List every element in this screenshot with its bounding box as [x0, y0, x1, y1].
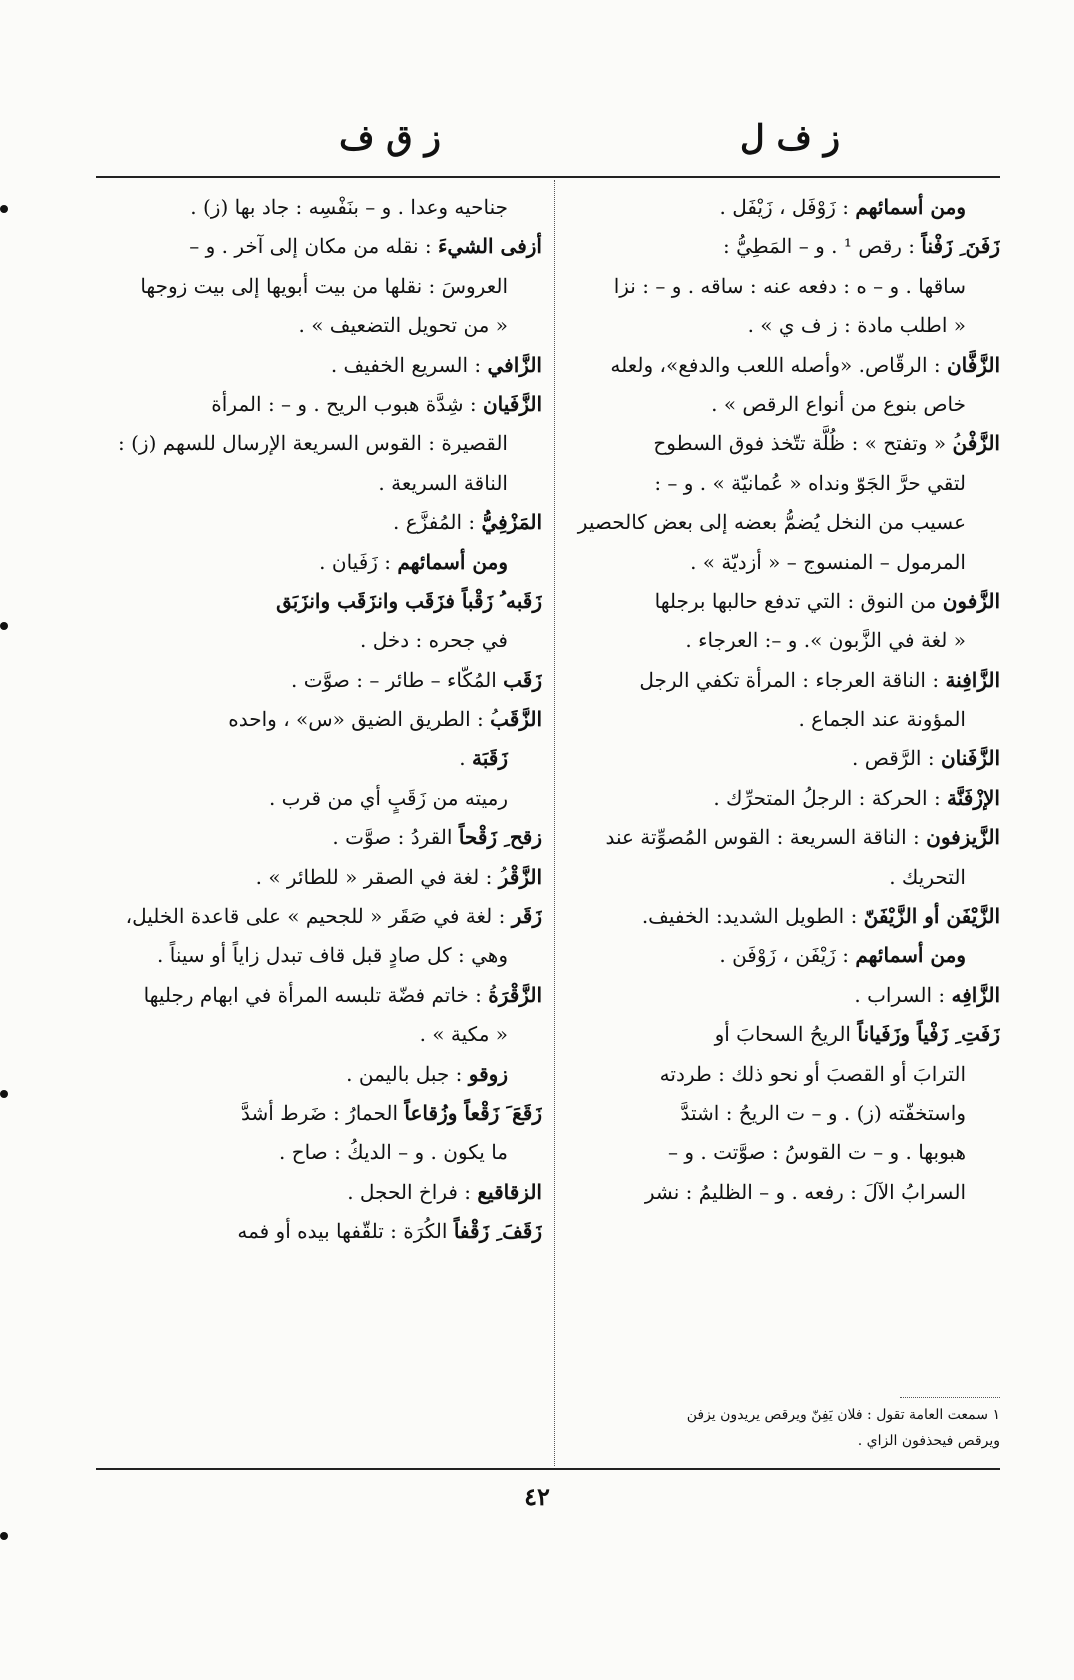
definition-text: لتقي حرَّ الجَوّ ونداه « عُمانيّة » . و – : [654, 470, 966, 495]
left-column [96, 188, 542, 1252]
right-column-line [568, 897, 1000, 936]
left-column-line [96, 1055, 542, 1094]
left-column-line [96, 346, 542, 385]
left-column-line [96, 621, 542, 660]
headword: الزَّفون [942, 588, 1000, 613]
right-column-line [568, 306, 1000, 345]
right-column-line [568, 267, 1000, 306]
header-rule [96, 176, 1000, 178]
definition-text: العروسَ : نقلها من بيت أبويها إلى بيت زوجها [140, 273, 508, 298]
left-column-line [96, 818, 542, 857]
headword: ومن أسمائهم [855, 943, 966, 968]
definition-text: : المُفزَّع . [393, 510, 482, 535]
headword: الزَّفَنان [940, 746, 1000, 771]
definition-text: : رقص ¹ . و – المَطِيُّ : [722, 234, 922, 259]
right-column-line [568, 779, 1000, 818]
definition-text: الناقة السريعة . [378, 470, 508, 495]
headword: زَفَتِ ِ زَفْياً وزَفَياناً [857, 1022, 1000, 1047]
definition-text: : فراخ الحجل . [347, 1179, 478, 1204]
definition-text: المؤونة عند الجماع . [798, 707, 966, 732]
left-column-line [96, 503, 542, 542]
headword: الزَّفْن [952, 431, 1000, 456]
right-column-line [568, 464, 1000, 503]
left-column-line [96, 267, 542, 306]
right-column-line [568, 543, 1000, 582]
right-column-line [568, 188, 1000, 227]
headword: الزَّيْفَن أو الزَّيْفَنّ [863, 904, 1000, 929]
definition-text: ما يكون . و – الديكُ : صاح . [279, 1140, 508, 1165]
headword: زَفَنَ ِ زَفْناً [921, 234, 1000, 259]
definition-text: : الرَّقص . [852, 746, 941, 771]
definition-text: ُ : خاتم فضّة تلبسه المرأة في ابهام رجليها [143, 982, 489, 1007]
scan-mark [0, 1090, 8, 1098]
headword: زَقَبه ُ زَقْباً فزَقَب وانزَقَب وانزَبَق [276, 588, 542, 613]
definition-text: : شِدَّة هبوب الريح . و – : المرأة [211, 391, 483, 416]
definition-text: القصيرة : القوس السريعة الإرسال للسهم (ز) : [118, 431, 508, 456]
right-column-line [568, 858, 1000, 897]
headword: الزَّقْرَة [488, 982, 542, 1007]
definition-text: : السريع الخفيف . [330, 352, 488, 377]
running-header-right: ز ف ل [739, 118, 841, 158]
definition-text: المُكّاء – طائر – : صوَّت . [291, 667, 504, 692]
definition-text: « اطلب مادة : ز ف ي » . [747, 313, 966, 338]
definition-text: : الطويل الشديد: الخفيف. [641, 904, 864, 929]
left-column-line [96, 1212, 542, 1251]
definition-text: : نقله من مكان إلى آخر . و – [189, 234, 439, 259]
definition-text: الحمارُ : ضَرط أشدَّ [241, 1100, 405, 1125]
footnote-line: ١ سمعت العامة تقول : فلان يَفِنّ ويرقص يريدون يزفن [686, 1407, 1000, 1423]
left-column-line [96, 976, 542, 1015]
headword: الزَّفَّان [946, 352, 1000, 377]
definition-text: ساقها . و – ه : دفعه عنه : ساقه . و – : نزا [613, 273, 966, 298]
page-number: ٤٢ [524, 1482, 550, 1511]
left-column-line [96, 582, 542, 621]
headword: زوقو [468, 1061, 508, 1086]
definition-text: : زَوْفَل ، زَيْفَل . [719, 195, 856, 219]
definition-text: السرابُ الآلَ : رفعه . و – الظليمُ : نشر [644, 1179, 966, 1204]
left-column-line [96, 227, 542, 266]
definition-text: واستخفّته (ز) . و – ت الريحُ : اشتدَّ [680, 1100, 966, 1125]
headword: زَقَفَ ِ زَقْفاً [453, 1219, 542, 1244]
right-column-line [568, 700, 1000, 739]
left-column-line [96, 779, 542, 818]
left-column-line [96, 1094, 542, 1133]
definition-text: الكُرَة : تلقّفها بيده أو فمه [237, 1219, 454, 1244]
definition-text: الريحُ السحابَ أو [714, 1022, 858, 1047]
left-column-line [96, 306, 542, 345]
headword: الزقاقيع [477, 1179, 542, 1204]
left-column-line [96, 543, 542, 582]
definition-text: : السراب . [854, 982, 952, 1007]
left-column-line [96, 1015, 542, 1054]
running-header-left: ز ق ف [339, 118, 441, 158]
definition-text: جناحيه وعدا . و – بنَفْسِه : جاد بها (ز) . [190, 195, 508, 219]
right-column-line [568, 503, 1000, 542]
headword: زَقَبَة [472, 746, 508, 771]
left-column-line [96, 464, 542, 503]
footnote-separator [900, 1397, 1000, 1398]
left-column-line [96, 858, 542, 897]
headword: الزَّافِنة [945, 667, 1000, 692]
definition-text: : الحركة : الرجلُ المتحرِّك . [713, 785, 948, 810]
left-column-line [96, 424, 542, 463]
definition-text: : جبل باليمن . [346, 1061, 469, 1086]
headword: ومن أسمائهم [855, 195, 966, 219]
left-column-line [96, 1133, 542, 1172]
definition-text: : زَفَيان . [319, 549, 398, 574]
headword: زَقَر [511, 904, 542, 929]
headword: زقح ِ زَقْحاً [458, 825, 542, 850]
right-column-line [568, 936, 1000, 975]
right-column [568, 188, 1000, 1212]
footnote-line: ويرقص فيحذفون الزاي . [857, 1433, 1000, 1449]
definition-text: ُ « وتفتح » : ظُلَّة تتّخذ فوق السطوح [653, 431, 953, 456]
right-column-line [568, 1133, 1000, 1172]
right-column-line [568, 424, 1000, 463]
headword: ومن أسمائهم [397, 549, 508, 574]
headword: الزَّقَب [490, 707, 542, 732]
right-column-line [568, 818, 1000, 857]
definition-text: « مكية » . [419, 1022, 508, 1047]
right-column-line [568, 227, 1000, 266]
scan-mark [0, 622, 8, 630]
left-column-line [96, 188, 542, 227]
definition-text: : الناقة العرجاء : المرأة تكفي الرجل [639, 667, 946, 692]
left-column-line [96, 1173, 542, 1212]
left-column-line [96, 661, 542, 700]
definition-text: التحريك . [889, 864, 966, 889]
definition-text: « من تحويل التضعيف » . [298, 313, 508, 338]
definition-text: « لغة في الزَّبون ». و –: العرجاء . [685, 628, 966, 653]
definition-text: المرمول – المنسوج – « أزديّة » . [690, 549, 966, 574]
right-column-line [568, 621, 1000, 660]
headword: أزفى الشيءَ [438, 234, 542, 259]
definition-text: ُ : الطريق الضيق «س» ، واحده [228, 707, 491, 732]
definition-text: : زَيْفَن ، زَوْفَن . [719, 943, 856, 968]
definition-text: وهي : كل صادٍ قبل قاف تبدل زاياً أو سيناً . [157, 943, 508, 968]
definition-text: . [459, 746, 473, 771]
definition-text: : الرقّاص. «وأصله اللعب والدفع»، ولعله [610, 352, 947, 377]
column-divider [554, 180, 555, 1466]
left-column-line [96, 897, 542, 936]
left-column-line [96, 936, 542, 975]
definition-text: خاص بنوع من أنواع الرقص » . [711, 391, 966, 416]
definition-text: : لغة في صَقَر « للجحيم » على قاعدة الخليل، [125, 904, 512, 929]
definition-text: ُ : لغة في الصقر « للطائر » . [255, 864, 499, 889]
right-column-line [568, 385, 1000, 424]
definition-text: هبوبها . و – ت القوسُ : صوَّتت . و – [668, 1140, 966, 1165]
left-column-line [96, 385, 542, 424]
definition-text: في جحره : دخل . [360, 628, 508, 653]
scan-mark [0, 1532, 8, 1540]
headword: الزَّيزفون [926, 825, 1000, 850]
headword: الزَّفَيان [482, 391, 542, 416]
definition-text: الترابَ أو القصبَ أو نحو ذلك : طردته [659, 1061, 966, 1086]
right-column-line [568, 739, 1000, 778]
right-column-line [568, 582, 1000, 621]
scan-mark [0, 205, 8, 213]
headword: الإزْفَنَّة [947, 785, 1000, 810]
definition-text: من النوق : التي تدفع حالبها برجلها [654, 588, 943, 613]
right-column-line [568, 346, 1000, 385]
right-column-line [568, 1055, 1000, 1094]
right-column-line [568, 661, 1000, 700]
headword: الزَّقْر [498, 864, 542, 889]
left-column-line [96, 739, 542, 778]
definition-text: رميته من زَقَبٍ أي من قرب . [268, 785, 508, 810]
headword: المَزْفِيُّ [481, 510, 542, 535]
right-column-line [568, 1094, 1000, 1133]
headword: الزَّافِه [951, 982, 1000, 1007]
definition-text: : الناقة السريعة : القوس المُصوِّتة عند [605, 825, 927, 850]
headword: زَقَب [503, 667, 542, 692]
definition-text: عسيب من النخل يُضمُّ بعضه إلى بعض كالحصير [577, 510, 966, 535]
footer-rule [96, 1468, 1000, 1470]
definition-text: القردُ : صوَّت . [332, 825, 459, 850]
right-column-line [568, 976, 1000, 1015]
left-column-line [96, 700, 542, 739]
headword: زَقَعَ َ زَقْعاً وزُقاعاً [404, 1100, 542, 1125]
footnote [568, 1402, 1000, 1454]
right-column-line [568, 1173, 1000, 1212]
headword: الزَّافي [487, 352, 542, 377]
right-column-line [568, 1015, 1000, 1054]
